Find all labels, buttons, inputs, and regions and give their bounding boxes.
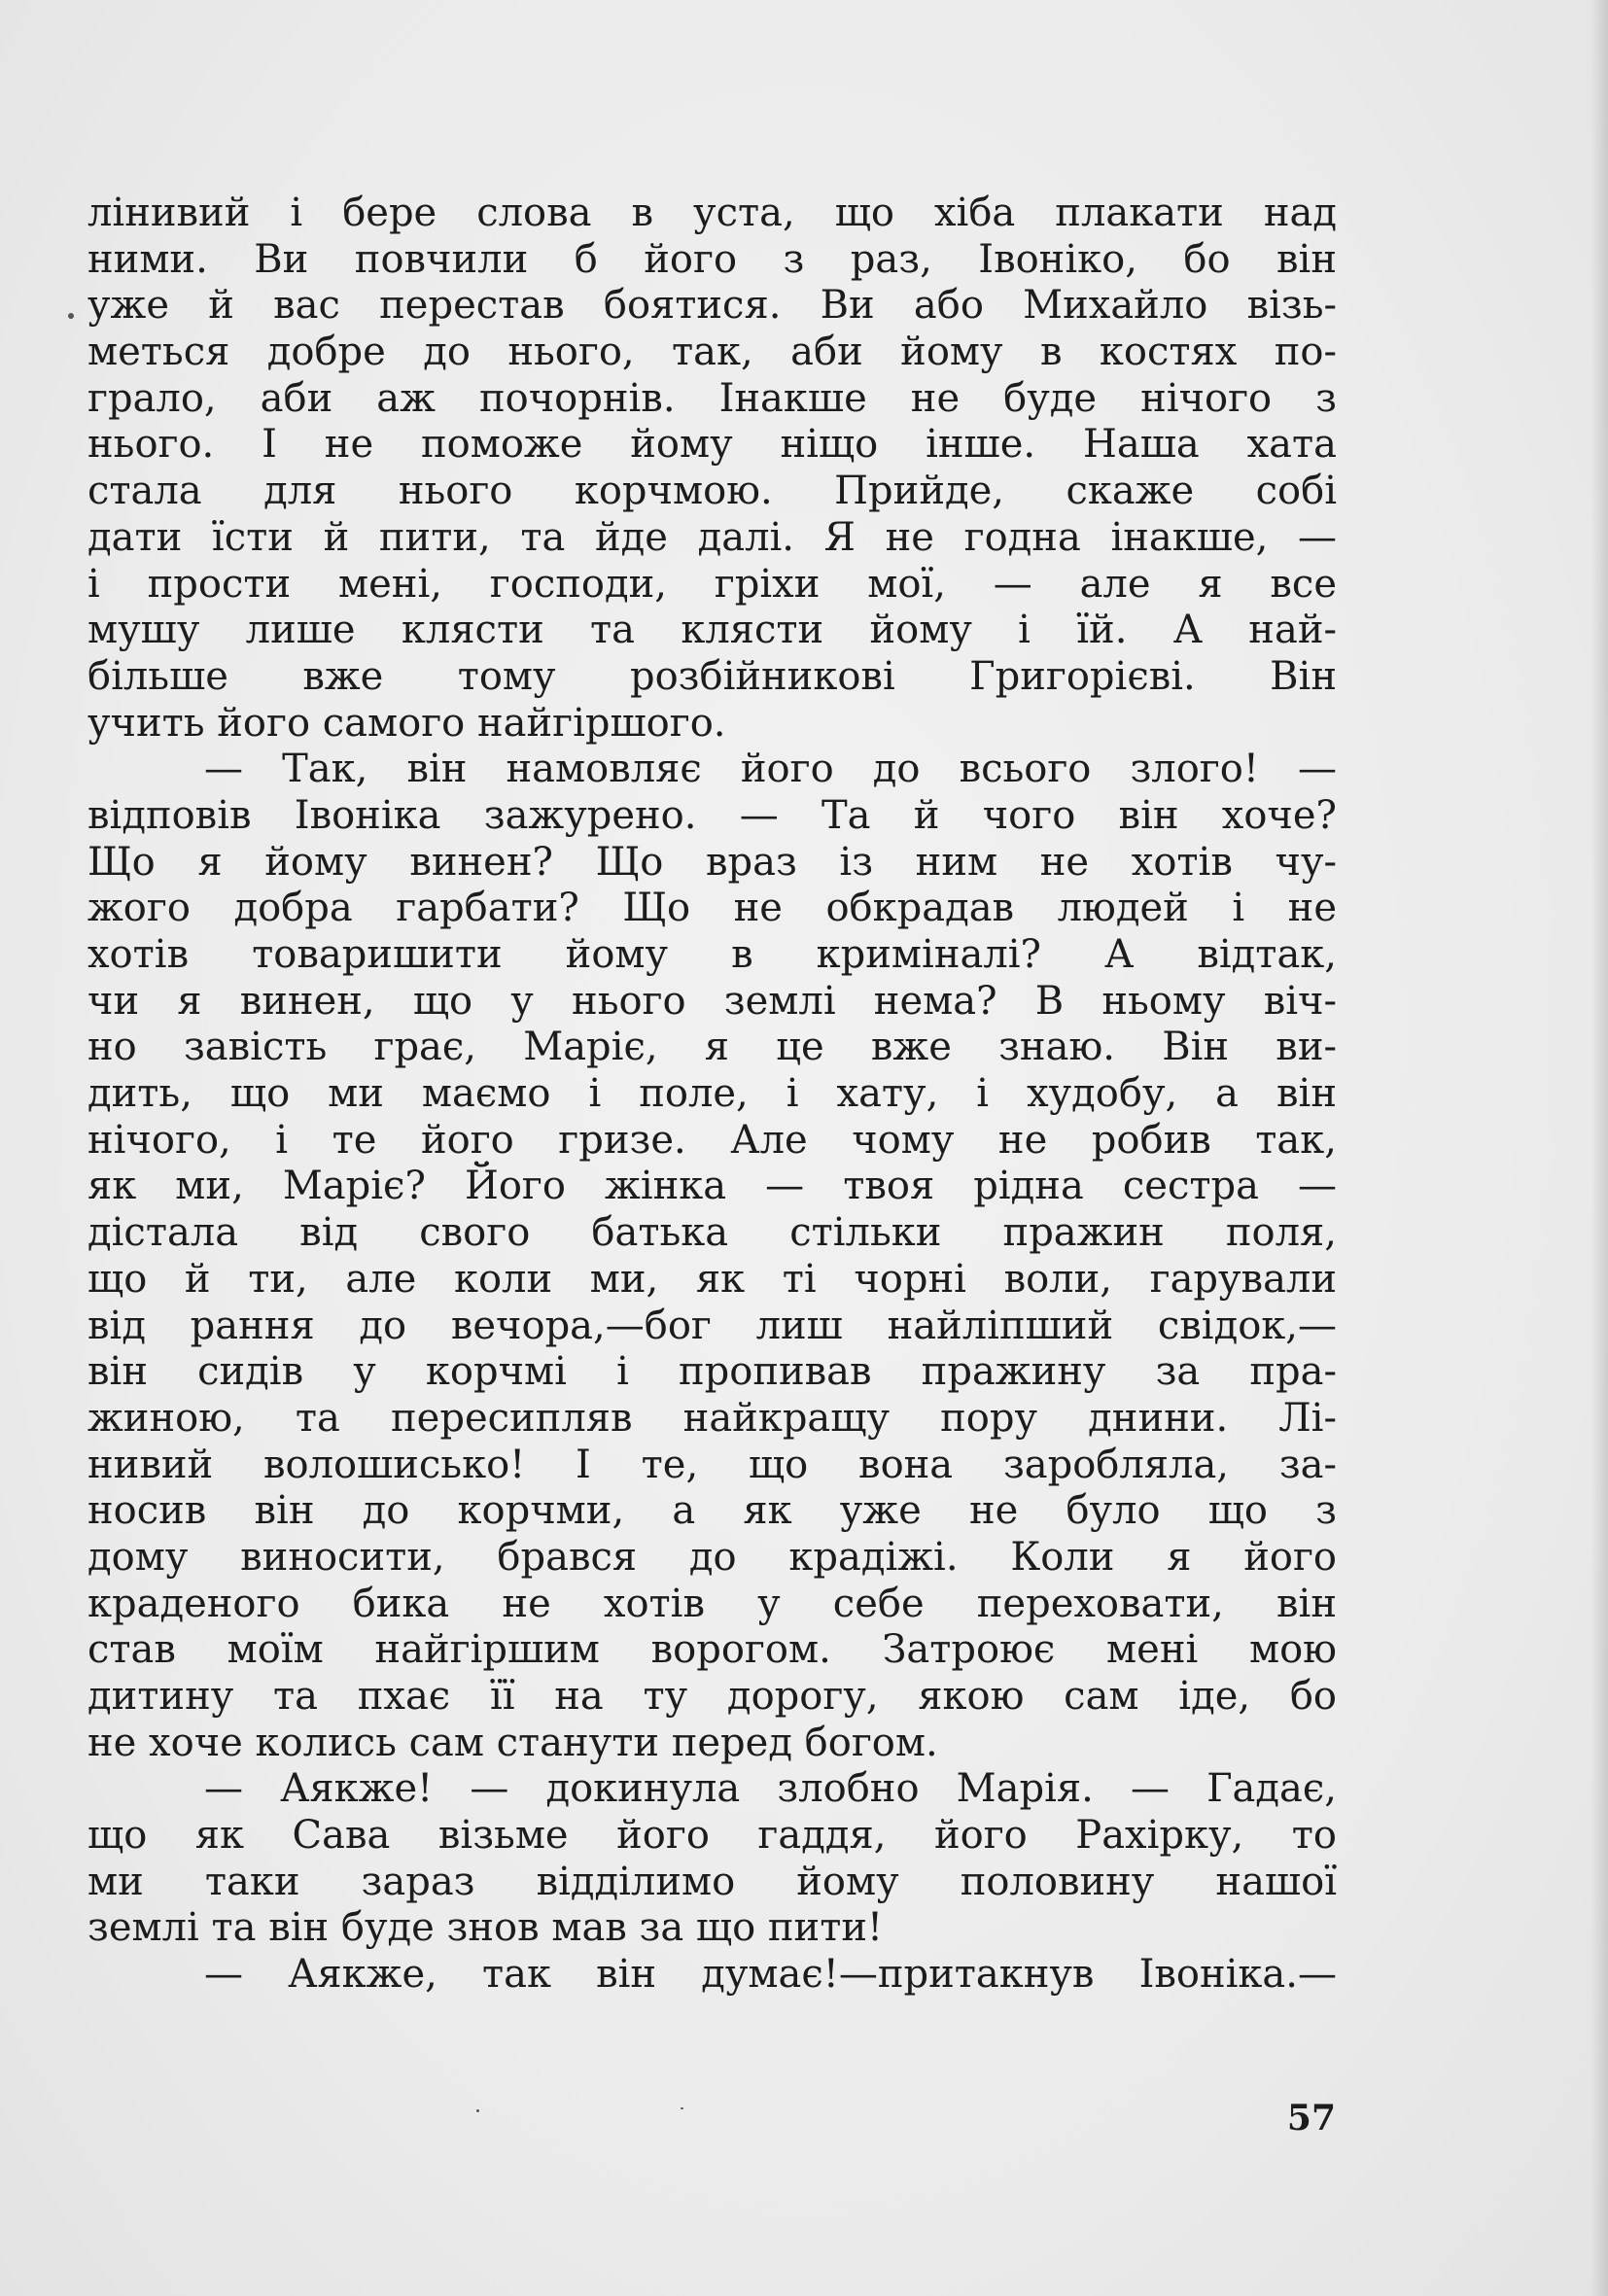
text-line: нього. І не поможе йому ніщо інше. Наша хата — [87, 422, 1337, 468]
text-line: став моїм найгіршим ворогом. Затроює мені мою — [87, 1627, 1337, 1673]
text-line: дати їсти й пити, та йде далі. Я не годна інакше, — — [87, 514, 1337, 560]
text-line: краденого бика не хотів у себе переховати, він — [87, 1581, 1337, 1626]
text-line: нивий волошисько! І те, що вона заробляла, за- — [87, 1442, 1337, 1487]
print-speck — [681, 2107, 683, 2109]
text-line: нічого, і те його гризе. Але чому не робив так, — [87, 1117, 1337, 1163]
page-number: 57 — [1286, 2098, 1336, 2139]
text-line: він сидів у корчмі і пропивав пражину за пра- — [87, 1349, 1337, 1395]
text-line: що й ти, але коли ми, як ті чорні воли, гарували — [87, 1256, 1337, 1302]
text-line: хотів товаришити йому в криміналі? А відтак, — [87, 932, 1337, 977]
text-line: ними. Ви повчили б його з раз, Івоніко, бо він — [87, 236, 1337, 282]
print-speck — [476, 2109, 479, 2112]
text-line: дому виносити, брався до крадіжі. Коли я його — [87, 1534, 1337, 1580]
text-line: мушу лише клясти та клясти йому і їй. А най- — [87, 608, 1337, 653]
text-line: уже й вас перестав боятися. Ви або Михайло візь- — [87, 283, 1337, 329]
text-line: грало, аби аж почорнів. Інакше не буде нічого з — [87, 375, 1337, 421]
paragraph-start-line: — Аякже, так він думає!—притакнув Івоніка.— — [204, 1952, 1337, 1998]
text-line: землі та він буде знов мав за що пити! — [87, 1905, 884, 1951]
text-line: більше вже тому розбійникові Григорієві. Він — [87, 653, 1337, 699]
text-line: но завість грає, Маріє, я це вже знаю. Він ви- — [87, 1025, 1337, 1070]
paragraph-start-line: — Так, він намовляє його до всього злого! — — [204, 747, 1337, 792]
text-line: як ми, Маріє? Його жінка — твоя рідна сестра — — [87, 1164, 1337, 1209]
text-line: дістала від свого батька стільки пражин поля, — [87, 1210, 1337, 1256]
text-line: ми таки зараз відділимо йому половину нашої — [87, 1859, 1337, 1904]
text-line: що як Сава візьме його гаддя, його Рахірку, то — [87, 1813, 1337, 1859]
print-speck — [68, 313, 74, 319]
body-text — [87, 191, 1337, 1999]
text-line: носив він до корчми, а як уже не було що з — [87, 1488, 1337, 1534]
text-line: від рання до вечора,—бог лиш найліпший свідок,— — [87, 1303, 1337, 1348]
text-line: учить його самого найгіршого. — [87, 700, 726, 746]
text-line: відповів Івоніка зажурено. — Та й чого він хоче? — [87, 792, 1337, 838]
text-line: чи я винен, що у нього землі нема? В ньому віч- — [87, 978, 1337, 1024]
text-line: дитину та пхає її на ту дорогу, якою сам іде, бо — [87, 1674, 1337, 1719]
text-line: меться добре до нього, так, аби йому в костях по- — [87, 330, 1337, 375]
text-line: дить, що ми маємо і поле, і хату, і худобу, а він — [87, 1071, 1337, 1117]
text-line: жиною, та пересипляв найкращу пору днини. Лі- — [87, 1395, 1337, 1441]
text-line: стала для нього корчмою. Прийде, скаже собі — [87, 469, 1337, 514]
text-line: лінивий і бере слова в уста, що хіба плакати над — [87, 191, 1337, 235]
text-line: Що я йому винен? Що враз із ним не хотів чу- — [87, 839, 1337, 885]
text-line: і прости мені, господи, гріхи мої, — але я все — [87, 561, 1337, 607]
text-line: жого добра гарбати? Що не обкрадав людей і не — [87, 886, 1337, 931]
paragraph-start-line: — Аякже! — докинула злобно Марія. — Гадає, — [204, 1766, 1337, 1812]
text-line: не хоче колись сам станути перед богом. — [87, 1720, 938, 1765]
page-edge-shadow — [1591, 0, 1608, 2296]
